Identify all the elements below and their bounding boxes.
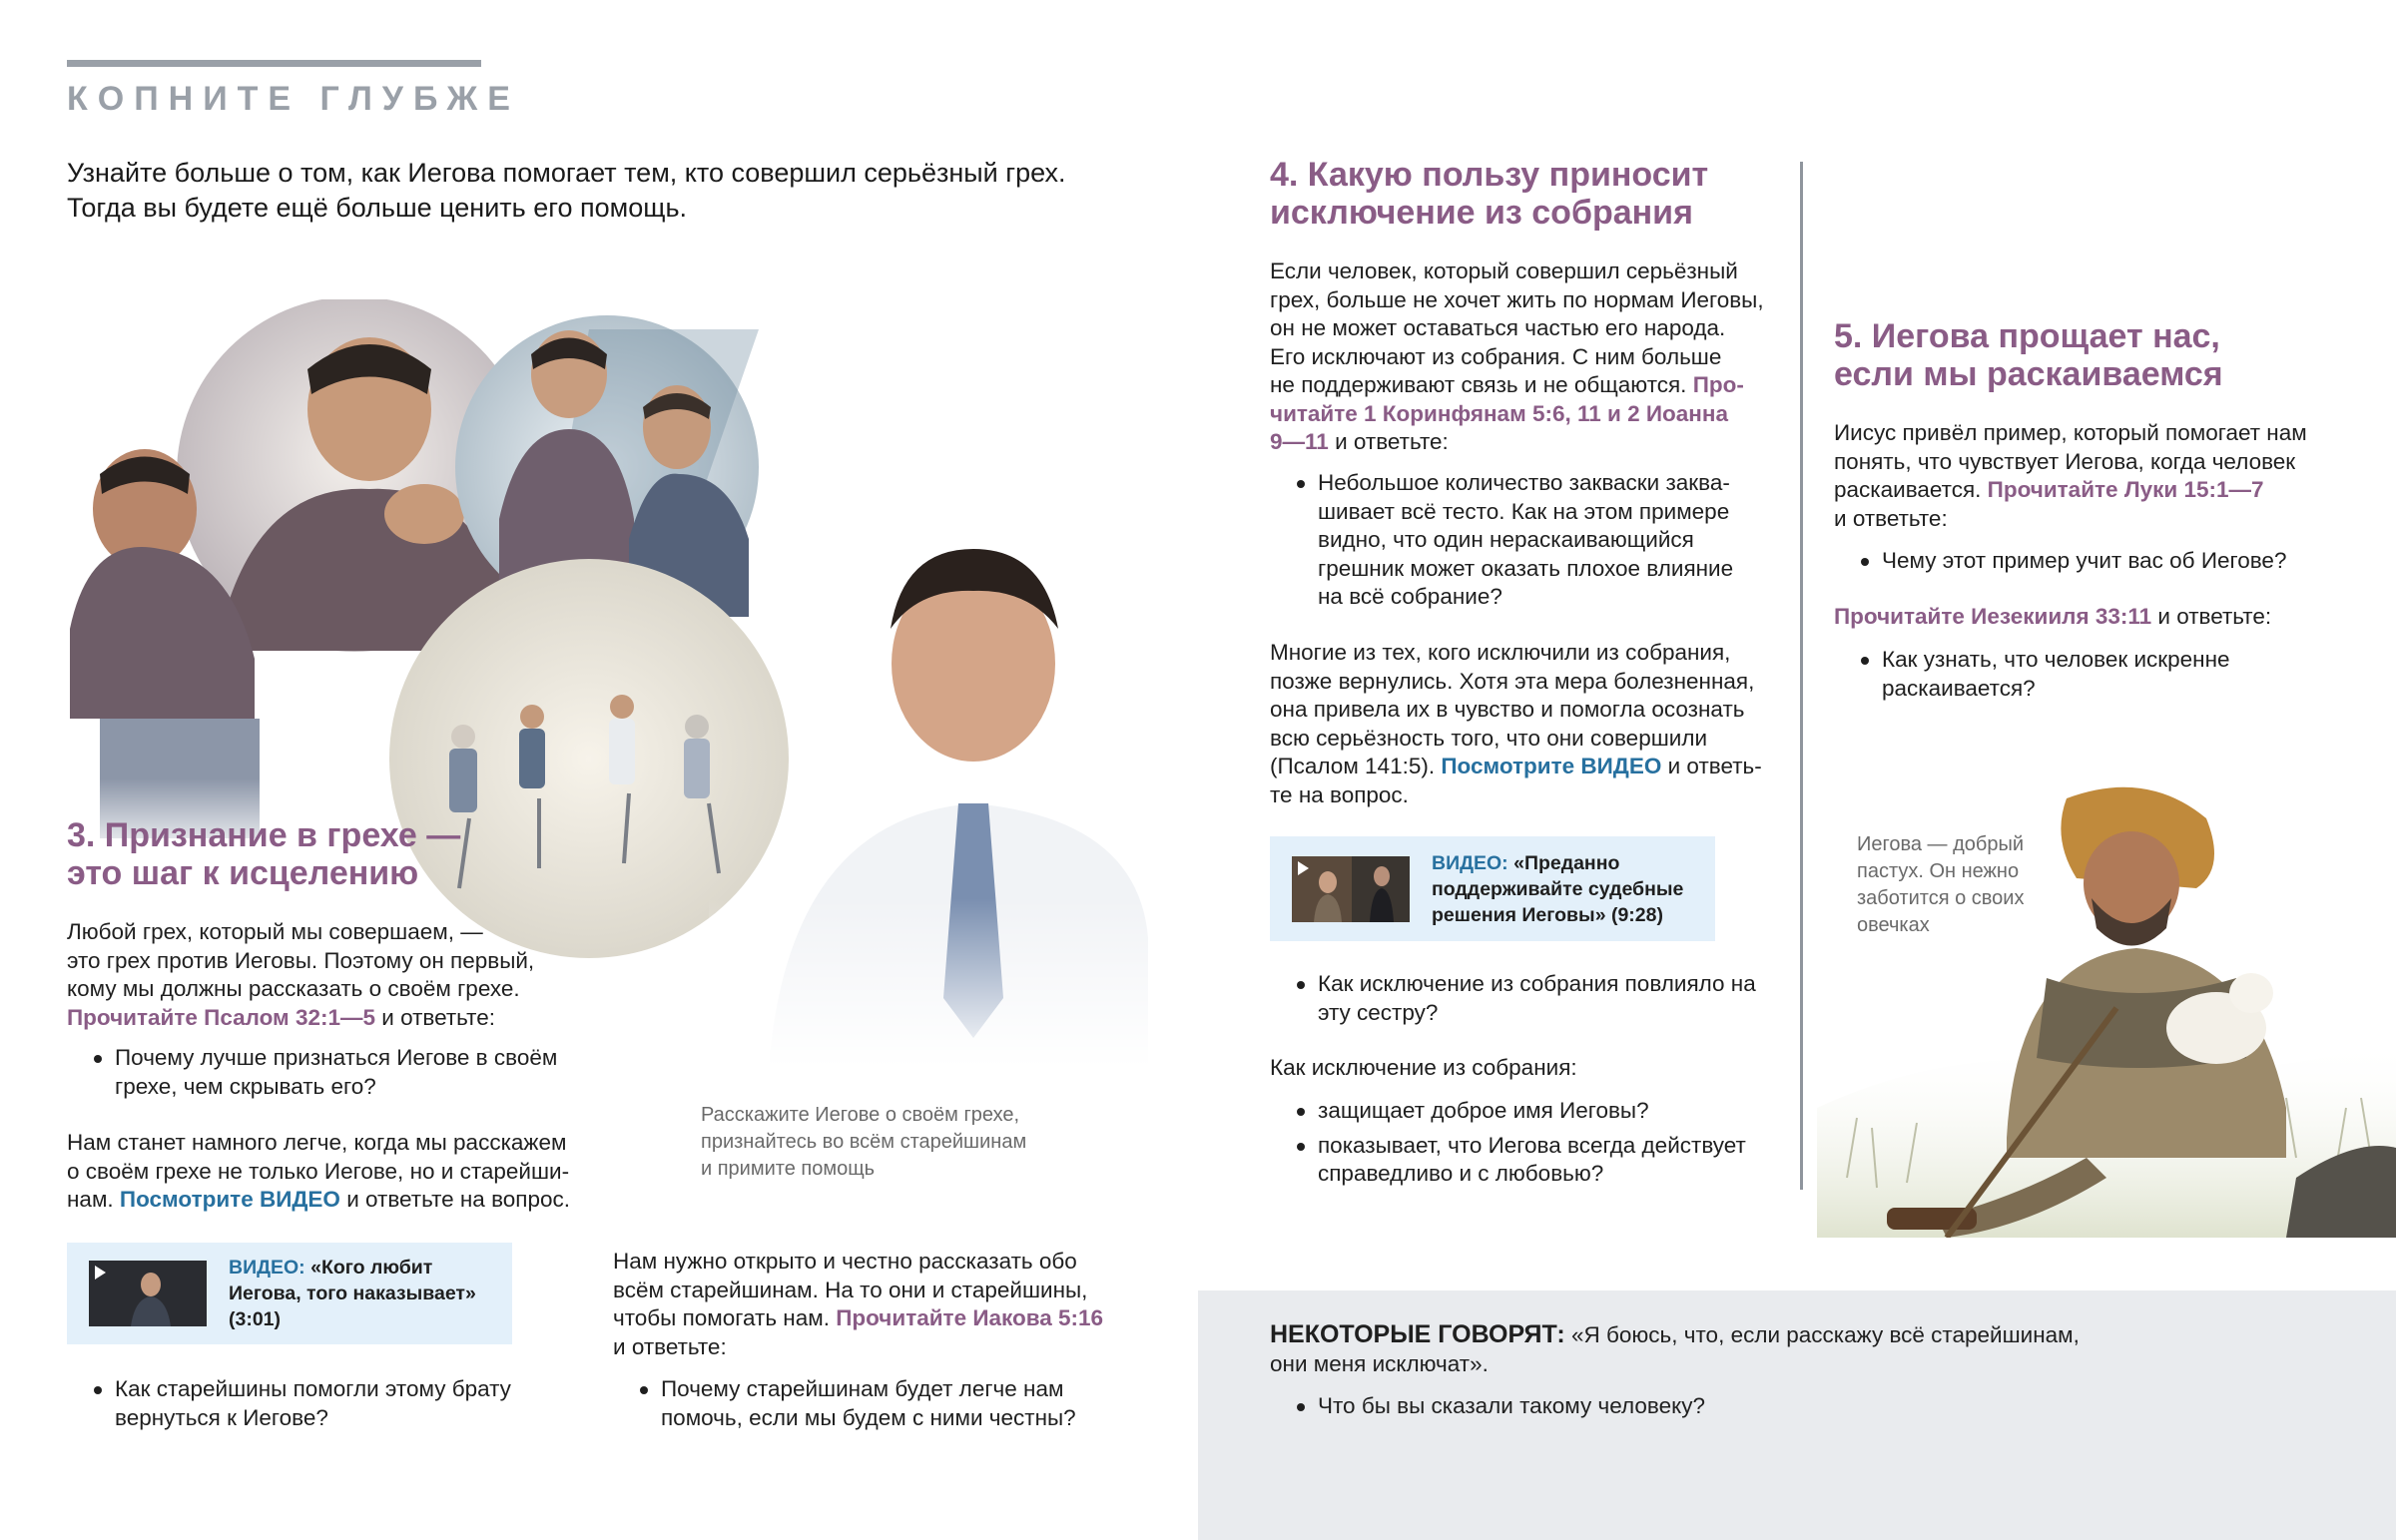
- watch-video-link[interactable]: Посмотрите ВИДЕО: [119, 1187, 340, 1212]
- read-luke-link[interactable]: Прочитайте Луки 15:1—7: [1987, 477, 2264, 502]
- list-item: Как узнать, что человек искренне раскаивается?: [1834, 646, 2303, 703]
- list-item: Почему лучше признаться Иегове в своём грехе, чем скрывать его?: [67, 1044, 586, 1101]
- section3-questions-1: [67, 1044, 586, 1115]
- section5-paragraph1: Иисус привёл пример, который помогает нам понять, что чувствует Иегова, когда человек раскаивается. Прочитайте Луки 15:1—7 и ответьте:: [1834, 420, 2307, 531]
- list-item: Почему старейшинам будет легче нам помочь, если мы будем с ними честны?: [613, 1375, 1092, 1432]
- section4-title: 4. Какую пользу приносит исключение из собрания: [1270, 156, 1709, 232]
- intro-text: Узнайте больше о том, как Иегова помогает тем, кто совершил серьёзный грех. Тогда вы будете ещё больше ценить его помощь.: [67, 158, 1066, 223]
- read-john-link[interactable]: 9—11: [1270, 429, 1329, 454]
- list-item: показывает, что Иегова всегда действует справедливо и с любовью?: [1270, 1132, 1789, 1189]
- section3-title: 3. Признание в грехе — это шаг к исцелению: [67, 816, 461, 892]
- section4-paragraph1: Если человек, который совершил серьёзный грех, больше не хочет жить по нормам Иеговы, он не может оставаться частью его народа. Его исключают из собрания. С ним больше не поддерживают связь и не общаются. Про- читайте 1 Коринфянам 5:6, 11 и 2 Иоанна 9—11 и ответьте:: [1270, 257, 1789, 457]
- read-ezekiel-link[interactable]: Прочитайте Иезекииля 33:11: [1834, 604, 2152, 629]
- read-psalm-link[interactable]: Прочитайте Псалом 32:1—5: [67, 1004, 376, 1030]
- video-title: ВИДЕО: «Преданно поддерживайте судебные решения Иеговы» (9:28): [1432, 851, 1684, 926]
- header-rule: [67, 60, 481, 67]
- section5-title: 5. Иегова прощает нас, если мы раскаиваемся: [1834, 317, 2223, 393]
- play-icon: [1298, 861, 1309, 875]
- section3-questions-2: [67, 1375, 546, 1446]
- watch-video-link-2[interactable]: Посмотрите ВИДЕО: [1441, 754, 1662, 778]
- list-item: Как старейшины помогли этому брату вернуться к Иегове?: [67, 1375, 546, 1432]
- video-title: ВИДЕО: «Кого любит Иегова, того наказывает» (3:01): [229, 1257, 476, 1330]
- read-corinthians-link-cont[interactable]: читайте 1 Коринфянам 5:6, 11 и 2 Иоанна: [1270, 400, 1728, 426]
- read-james-link[interactable]: Прочитайте Иакова 5:16: [836, 1305, 1104, 1330]
- video-card-loyally-support[interactable]: [1270, 836, 1715, 941]
- list-item: защищает доброе имя Иеговы?: [1270, 1097, 1789, 1126]
- section5-questions-2: [1834, 646, 2303, 717]
- play-icon: [95, 1266, 106, 1280]
- video-thumbnail[interactable]: [89, 1261, 207, 1326]
- section5-read2: Прочитайте Иезекииля 33:11 и ответьте:: [1834, 604, 2272, 629]
- list-item: Что бы вы сказали такому человеку?: [1270, 1392, 1969, 1421]
- list-item: Чему этот пример учит вас об Иегове?: [1834, 547, 2353, 576]
- section4-paragraph2: Многие из тех, кого исключили из собрания, позже вернулись. Хотя эта мера болезненная, она привела их в чувство и помогла осознать всю серьёзность того, что они совершили (Псалом 141:5). Посмотрите ВИДЕО и ответь- те на вопрос.: [1270, 640, 1762, 807]
- section4-questions-3: [1270, 1097, 1789, 1203]
- section4-questions-2: [1270, 970, 1759, 1041]
- video-thumbnail[interactable]: [1292, 856, 1410, 922]
- some-say-quote: НЕКОТОРЫЕ ГОВОРЯТ: «Я боюсь, что, если расскажу всё старейшинам, они меня исключат».: [1270, 1320, 2080, 1376]
- video-card-who-jehovah-loves[interactable]: [67, 1243, 512, 1344]
- page-title: КОПНИТЕ ГЛУБЖЕ: [67, 80, 520, 118]
- column-divider: [1800, 162, 1803, 1190]
- some-say-questions: [1270, 1392, 1969, 1435]
- section3-questions-3: [613, 1375, 1092, 1446]
- illustration-caption: Расскажите Иегове о своём грехе, признайтесь во всём старейшинам и примите помощь: [701, 1104, 1027, 1180]
- shepherd-caption: Иегова — добрый пастух. Он нежно заботится о своих овечках: [1857, 833, 2025, 936]
- list-item: Небольшое количество закваски заква-шивает всё тесто. Как на этом примере видно, что один нераскаивающийся грешник может оказать плохое влияние на всё собрание?: [1270, 469, 1759, 612]
- section4-questions-1: [1270, 469, 1759, 626]
- section3-paragraph2: Нам станет намного легче, когда мы расскажем о своём грехе не только Иегове, но и старейши- нам. Посмотрите ВИДЕО и ответьте на вопрос.: [67, 1130, 571, 1212]
- section5-questions-1: [1834, 547, 2353, 590]
- section3-column2-paragraph: Нам нужно открыто и честно рассказать обо всём старейшинам. На то они и старейшины, чтобы помогать нам. Прочитайте Иакова 5:16 и ответьте:: [613, 1249, 1104, 1359]
- section4-lead: Как исключение из собрания:: [1270, 1055, 1577, 1080]
- section3-paragraph1: Любой грех, который мы совершаем, — это грех против Иеговы. Поэтому он первый, кому мы должны рассказать о своём грехе. Прочитайте Псалом 32:1—5 и ответьте:: [67, 919, 535, 1030]
- list-item: Как исключение из собрания повлияло на эту сестру?: [1270, 970, 1759, 1027]
- read-corinthians-link[interactable]: Про-: [1692, 372, 1744, 397]
- some-say-label: НЕКОТОРЫЕ ГОВОРЯТ:: [1270, 1320, 1565, 1348]
